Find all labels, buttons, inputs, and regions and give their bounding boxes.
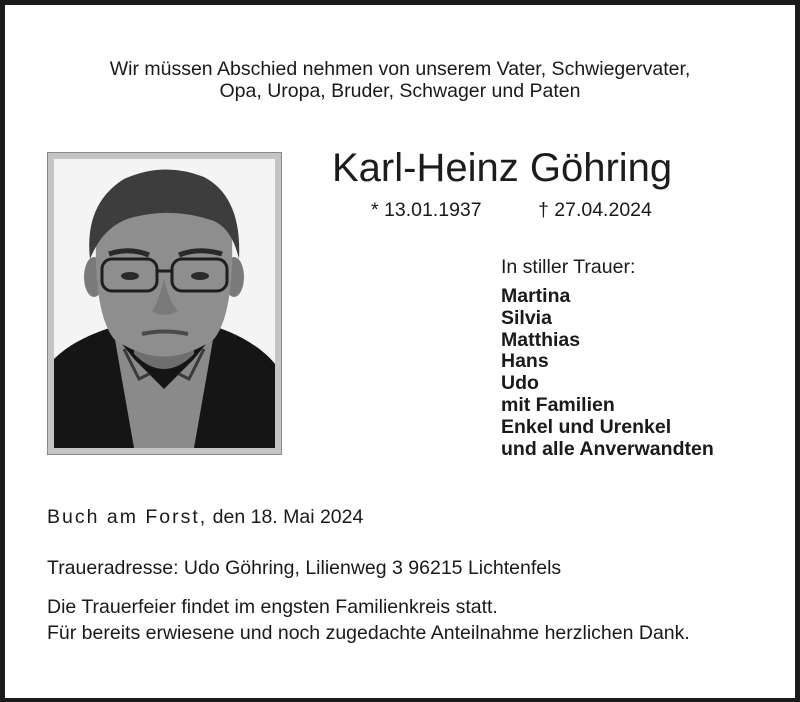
mourner-name: und alle Anverwandten [501, 437, 714, 460]
mourner-name: Silvia [501, 306, 552, 329]
deceased-name: Karl-Heinz Göhring [332, 146, 673, 190]
portrait-photo [54, 159, 275, 448]
mourning-address: Traueradresse: Udo Göhring, Lilienweg 3 96215 Lichtenfels [47, 557, 562, 579]
birth-date: * 13.01.1937 [371, 199, 482, 221]
mourning-heading: In stiller Trauer: [501, 256, 636, 278]
mourner-name: Matthias [501, 328, 581, 351]
mourner-list [501, 286, 714, 460]
place: Buch am Forst, [47, 506, 208, 528]
portrait-illustration [54, 159, 275, 448]
mourner-name: mit Familien [501, 393, 615, 416]
mourner-name: Martina [501, 285, 571, 307]
intro-text [0, 58, 800, 102]
mourner-name: Enkel und Urenkel [501, 415, 672, 438]
portrait-frame [47, 152, 282, 455]
mourner-name: Udo [501, 372, 539, 395]
notice-line-1: Die Trauerfeier findet im engsten Familienkreis statt. [47, 596, 498, 618]
notice-line-2: Für bereits erwiesene und noch zugedachte Anteilnahme herzlichen Dank. [47, 622, 690, 644]
mourner-name: Hans [501, 350, 549, 373]
place-and-date [47, 506, 363, 529]
intro-line-2: Opa, Uropa, Bruder, Schwager und Paten [219, 80, 581, 102]
intro-line-1: Wir müssen Abschied nehmen von unserem Vater, Schwiegervater, [109, 58, 691, 80]
date: den 18. Mai 2024 [212, 506, 364, 528]
death-date: † 27.04.2024 [538, 199, 652, 221]
funeral-notice [47, 594, 690, 646]
